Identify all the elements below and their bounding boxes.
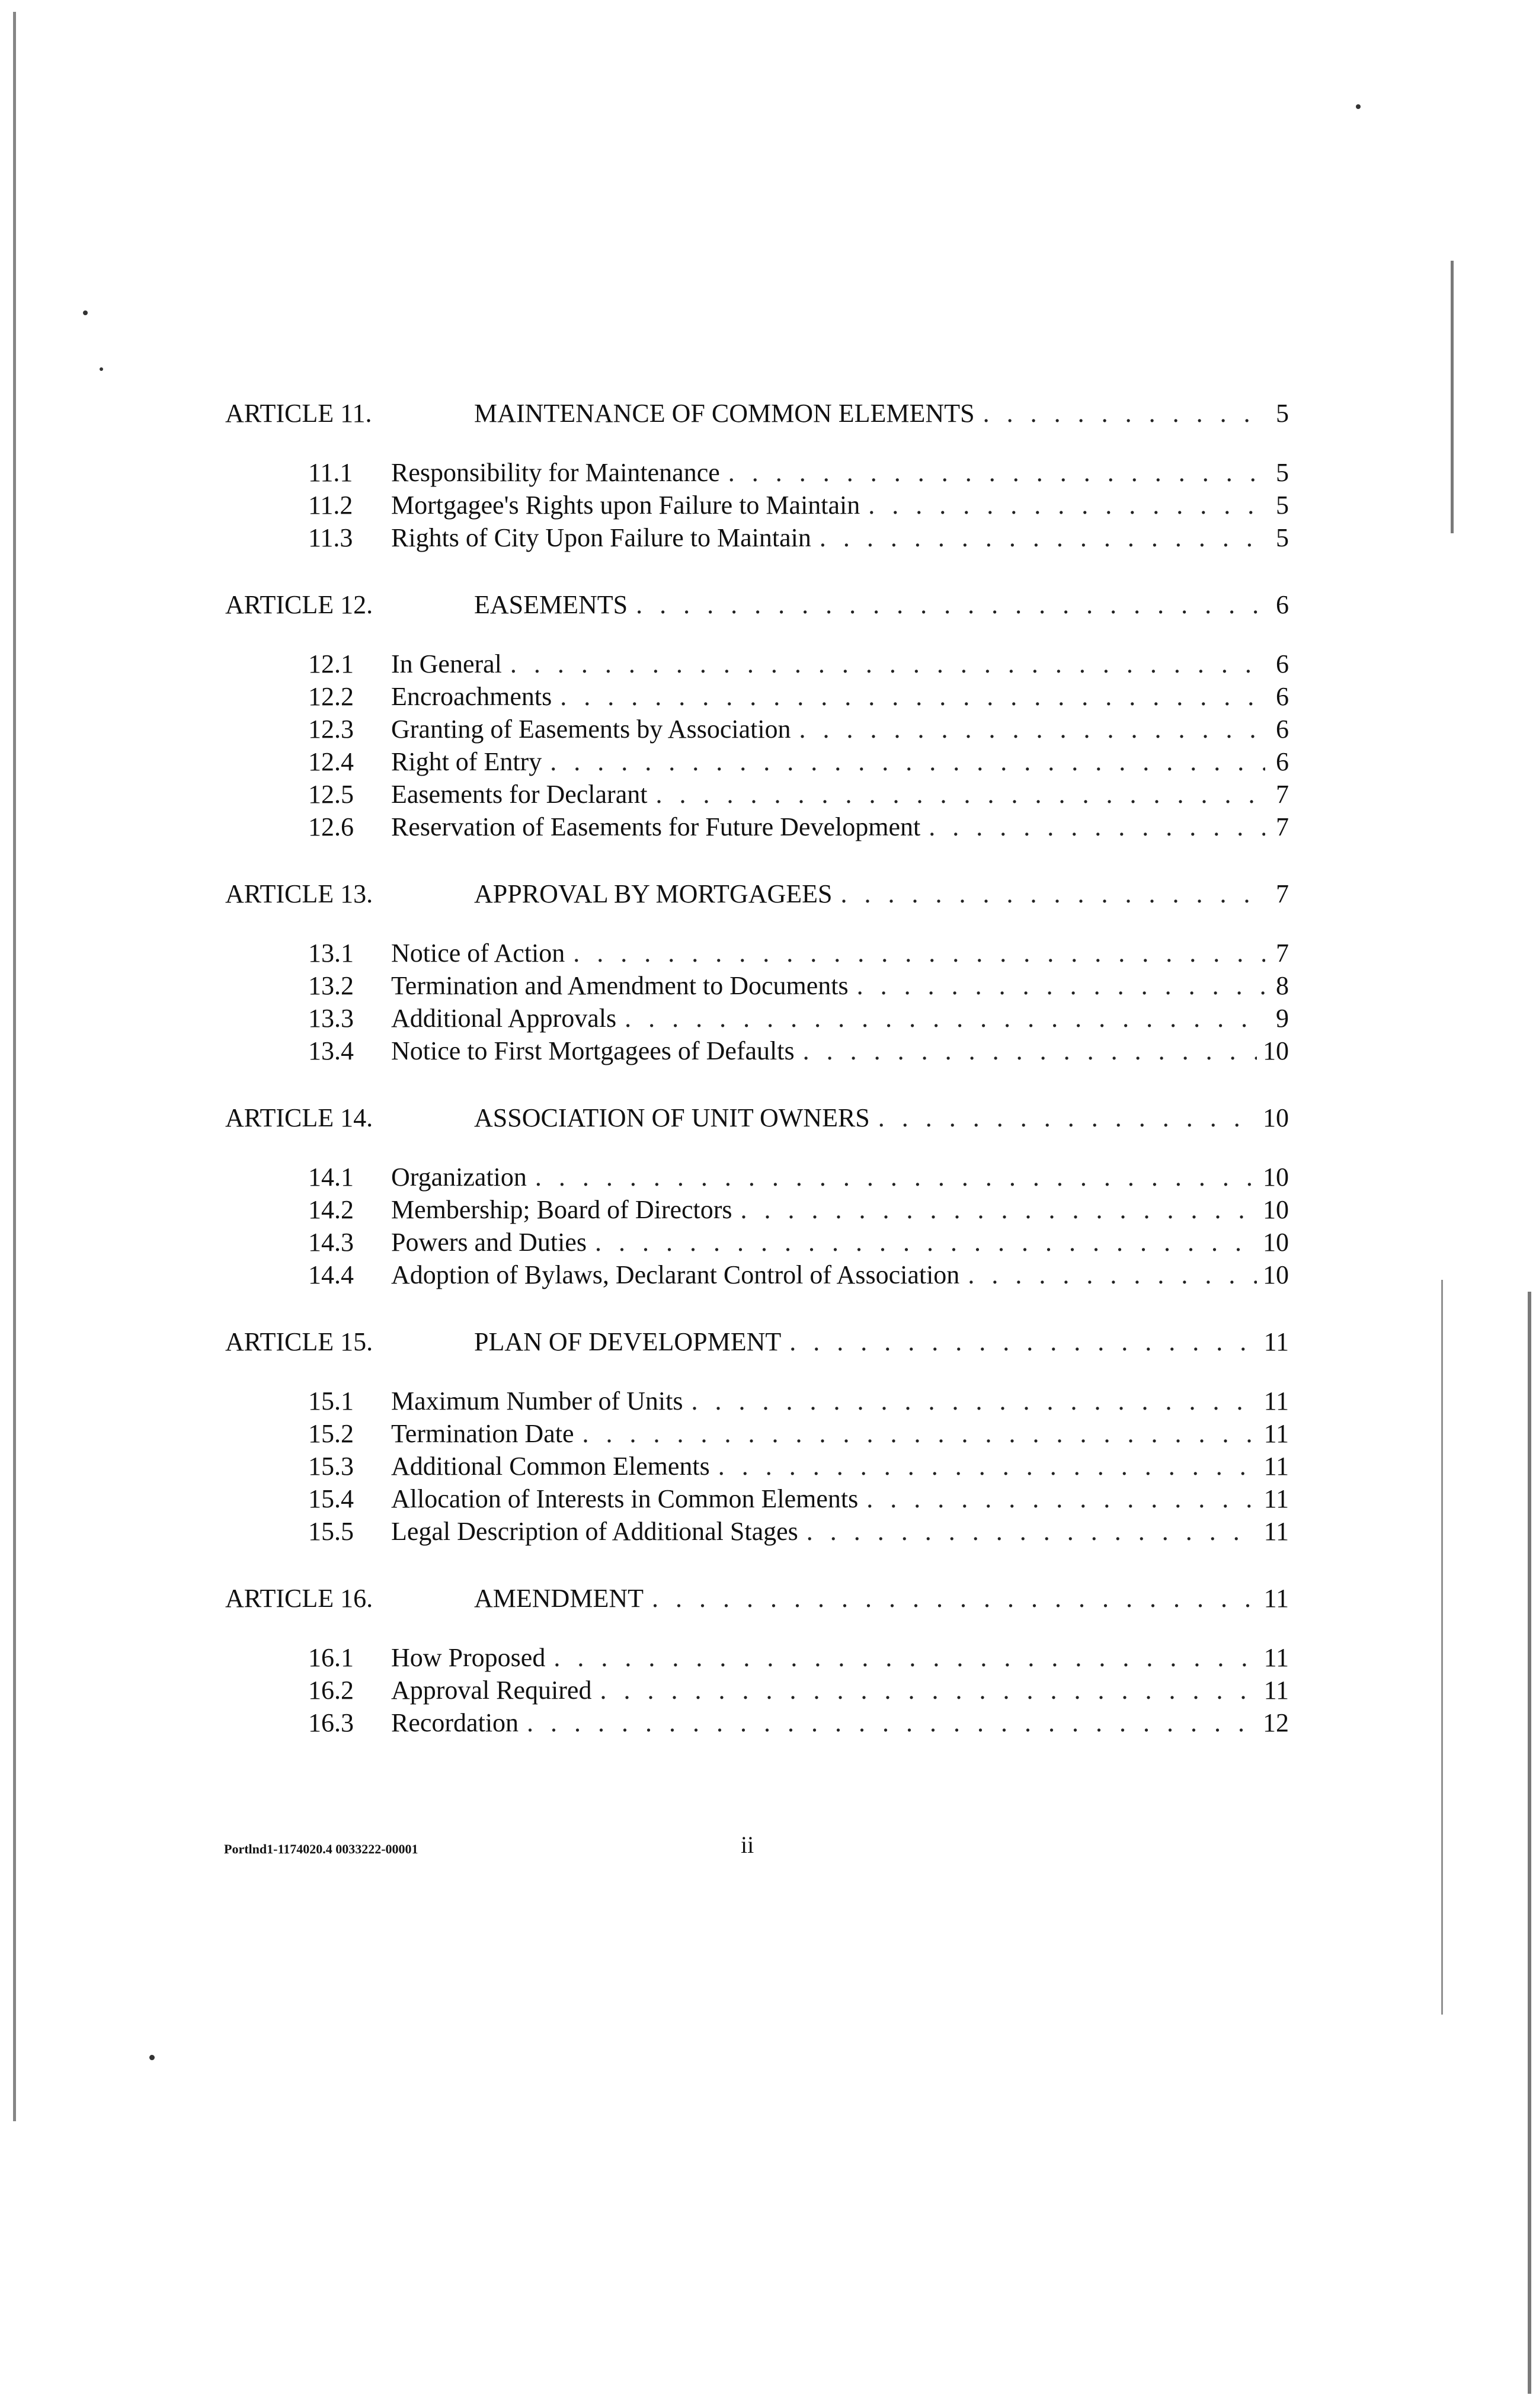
article-title: EASEMENTS [474, 590, 628, 619]
dot-leader [840, 878, 1265, 910]
section-number: 12.4 [308, 747, 354, 776]
dot-leader [820, 521, 1265, 554]
toc-section-entry [225, 745, 1289, 778]
dot-leader [600, 1674, 1257, 1706]
section-title: Termination Date [391, 1419, 574, 1448]
dot-leader [553, 1641, 1257, 1674]
toc-section-entry [225, 1193, 1289, 1226]
article-page: 10 [1263, 1103, 1289, 1132]
toc-section-entry [225, 1035, 1289, 1067]
toc-section-entry [225, 1706, 1289, 1739]
section-number: 15.4 [308, 1484, 354, 1513]
section-number: 13.4 [308, 1036, 354, 1065]
section-title: Mortgagee's Rights upon Failure to Maintain [391, 491, 860, 520]
section-number: 12.2 [308, 682, 354, 711]
dot-leader [728, 456, 1265, 489]
scan-edge-right-lower [1528, 1292, 1531, 2394]
section-number: 14.4 [308, 1260, 354, 1289]
dot-leader [535, 1161, 1257, 1193]
section-title: In General [391, 649, 502, 678]
section-title: Additional Approvals [391, 1004, 617, 1033]
dot-leader [560, 680, 1265, 713]
article-label: ARTICLE 13. [225, 879, 373, 908]
section-page: 9 [1276, 1004, 1289, 1033]
dot-leader [652, 1582, 1258, 1615]
dot-leader [636, 588, 1265, 621]
section-number: 15.2 [308, 1419, 354, 1448]
article-label: ARTICLE 11. [225, 399, 372, 428]
toc-article [225, 397, 1289, 554]
scan-speck [1356, 104, 1361, 109]
article-page: 11 [1263, 1584, 1289, 1613]
section-number: 16.1 [308, 1643, 354, 1672]
dot-leader [968, 1259, 1257, 1291]
section-number: 12.1 [308, 649, 354, 678]
toc-article-heading [225, 397, 1289, 430]
article-label: ARTICLE 14. [225, 1103, 373, 1132]
toc-section-entry [225, 969, 1289, 1002]
dot-leader [983, 397, 1265, 430]
toc-section-entry [225, 521, 1289, 554]
table-of-contents [225, 397, 1289, 1773]
section-number: 14.1 [308, 1163, 354, 1192]
toc-section-entry [225, 489, 1289, 521]
scan-edge-left [13, 12, 16, 2121]
section-title: Additional Common Elements [391, 1452, 710, 1481]
dot-leader [929, 811, 1265, 843]
section-title: Notice of Action [391, 939, 565, 968]
section-number: 13.2 [308, 971, 354, 1000]
section-title: Legal Description of Additional Stages [391, 1517, 798, 1546]
toc-section-entry [225, 1482, 1289, 1515]
section-title: Approval Required [391, 1676, 592, 1705]
toc-section-entry [225, 1674, 1289, 1706]
section-page: 10 [1263, 1228, 1289, 1257]
dot-leader [857, 969, 1265, 1002]
article-label: ARTICLE 16. [225, 1584, 373, 1613]
section-title: Membership; Board of Directors [391, 1195, 732, 1224]
toc-section-entry [225, 1002, 1289, 1035]
section-title: Easements for Declarant [391, 780, 648, 809]
dot-leader [878, 1101, 1257, 1134]
section-title: Organization [391, 1163, 527, 1192]
section-page: 6 [1276, 747, 1289, 776]
section-page: 7 [1276, 812, 1289, 841]
scan-speck [100, 367, 103, 371]
section-number: 16.3 [308, 1708, 354, 1737]
dot-leader [692, 1385, 1258, 1417]
section-page: 11 [1263, 1452, 1289, 1481]
section-page: 6 [1276, 715, 1289, 744]
section-title: Allocation of Interests in Common Elements [391, 1484, 859, 1513]
section-page: 10 [1263, 1163, 1289, 1192]
article-title: MAINTENANCE OF COMMON ELEMENTS [474, 399, 975, 428]
article-label: ARTICLE 12. [225, 590, 373, 619]
dot-leader [595, 1226, 1257, 1259]
section-title: Encroachments [391, 682, 552, 711]
toc-section-entry [225, 648, 1289, 680]
section-page: 11 [1263, 1484, 1289, 1513]
section-page: 11 [1263, 1643, 1289, 1672]
section-page: 10 [1263, 1036, 1289, 1065]
scan-speck [83, 310, 88, 315]
section-number: 12.5 [308, 780, 354, 809]
section-page: 12 [1263, 1708, 1289, 1737]
section-page: 5 [1276, 458, 1289, 487]
section-title: Reservation of Easements for Future Development [391, 812, 921, 841]
dot-leader [625, 1002, 1265, 1035]
article-title: ASSOCIATION OF UNIT OWNERS [474, 1103, 870, 1132]
toc-article [225, 1101, 1289, 1291]
dot-leader [866, 1482, 1257, 1515]
section-title: Right of Entry [391, 747, 542, 776]
toc-section-entry [225, 1417, 1289, 1450]
article-page: 11 [1263, 1327, 1289, 1356]
toc-section-entry [225, 1385, 1289, 1417]
toc-section-entry [225, 1641, 1289, 1674]
section-page: 7 [1276, 939, 1289, 968]
dot-leader [718, 1450, 1258, 1482]
section-number: 15.3 [308, 1452, 354, 1481]
section-number: 15.5 [308, 1517, 354, 1546]
dot-leader [655, 778, 1265, 811]
section-number: 11.3 [308, 523, 353, 552]
toc-article-heading [225, 1101, 1289, 1134]
toc-article-heading [225, 588, 1289, 621]
section-number: 14.3 [308, 1228, 354, 1257]
section-page: 6 [1276, 649, 1289, 678]
toc-section-entry [225, 937, 1289, 969]
section-number: 11.1 [308, 458, 353, 487]
dot-leader [741, 1193, 1257, 1226]
scan-edge-right-mid [1441, 1280, 1443, 2015]
toc-article [225, 878, 1289, 1067]
toc-section-entry [225, 713, 1289, 745]
dot-leader [582, 1417, 1257, 1450]
section-number: 14.2 [308, 1195, 354, 1224]
toc-section-entry [225, 1161, 1289, 1193]
toc-section-entry [225, 778, 1289, 811]
toc-section-entry [225, 1450, 1289, 1482]
toc-section-entry [225, 456, 1289, 489]
toc-section-entry [225, 1259, 1289, 1291]
document-id: Portlnd1-1174020.4 0033222-00001 [224, 1842, 418, 1856]
dot-leader [510, 648, 1265, 680]
dot-leader [573, 937, 1265, 969]
toc-article [225, 588, 1289, 843]
section-title: Granting of Easements by Association [391, 715, 791, 744]
section-page: 11 [1263, 1386, 1289, 1416]
section-title: Recordation [391, 1708, 519, 1737]
toc-section-entry [225, 811, 1289, 843]
dot-leader [868, 489, 1265, 521]
page-number: ii [741, 1831, 754, 1858]
section-title: Responsibility for Maintenance [391, 458, 720, 487]
toc-article-heading [225, 878, 1289, 910]
section-page: 5 [1276, 523, 1289, 552]
toc-section-entry [225, 1515, 1289, 1548]
toc-article [225, 1582, 1289, 1739]
article-page: 5 [1276, 399, 1289, 428]
dot-leader [807, 1515, 1258, 1548]
section-page: 11 [1263, 1676, 1289, 1705]
article-label: ARTICLE 15. [225, 1327, 373, 1356]
section-number: 11.2 [308, 491, 353, 520]
dot-leader [803, 1035, 1257, 1067]
dot-leader [799, 713, 1265, 745]
section-title: Notice to First Mortgagees of Defaults [391, 1036, 795, 1065]
toc-article-heading [225, 1325, 1289, 1358]
section-title: Powers and Duties [391, 1228, 587, 1257]
dot-leader [550, 745, 1265, 778]
dot-leader [789, 1325, 1257, 1358]
toc-section-entry [225, 680, 1289, 713]
section-number: 15.1 [308, 1386, 354, 1416]
section-title: Termination and Amendment to Documents [391, 971, 849, 1000]
toc-section-entry [225, 1226, 1289, 1259]
scan-speck [149, 2055, 155, 2060]
section-number: 12.3 [308, 715, 354, 744]
section-page: 10 [1263, 1260, 1289, 1289]
section-number: 13.1 [308, 939, 354, 968]
section-page: 5 [1276, 491, 1289, 520]
article-title: AMENDMENT [474, 1584, 644, 1613]
section-page: 11 [1263, 1517, 1289, 1546]
dot-leader [527, 1706, 1257, 1739]
scan-edge-right-upper [1451, 261, 1454, 533]
section-page: 7 [1276, 780, 1289, 809]
toc-article-heading [225, 1582, 1289, 1615]
article-title: PLAN OF DEVELOPMENT [474, 1327, 782, 1356]
article-page: 6 [1276, 590, 1289, 619]
section-title: How Proposed [391, 1643, 546, 1672]
section-page: 11 [1263, 1419, 1289, 1448]
article-page: 7 [1276, 879, 1289, 908]
section-page: 8 [1276, 971, 1289, 1000]
section-number: 13.3 [308, 1004, 354, 1033]
section-number: 12.6 [308, 812, 354, 841]
section-page: 6 [1276, 682, 1289, 711]
section-number: 16.2 [308, 1676, 354, 1705]
article-title: APPROVAL BY MORTGAGEES [474, 879, 833, 908]
section-title: Maximum Number of Units [391, 1386, 683, 1416]
section-title: Adoption of Bylaws, Declarant Control of Association [391, 1260, 960, 1289]
section-page: 10 [1263, 1195, 1289, 1224]
section-title: Rights of City Upon Failure to Maintain [391, 523, 811, 552]
toc-article [225, 1325, 1289, 1548]
